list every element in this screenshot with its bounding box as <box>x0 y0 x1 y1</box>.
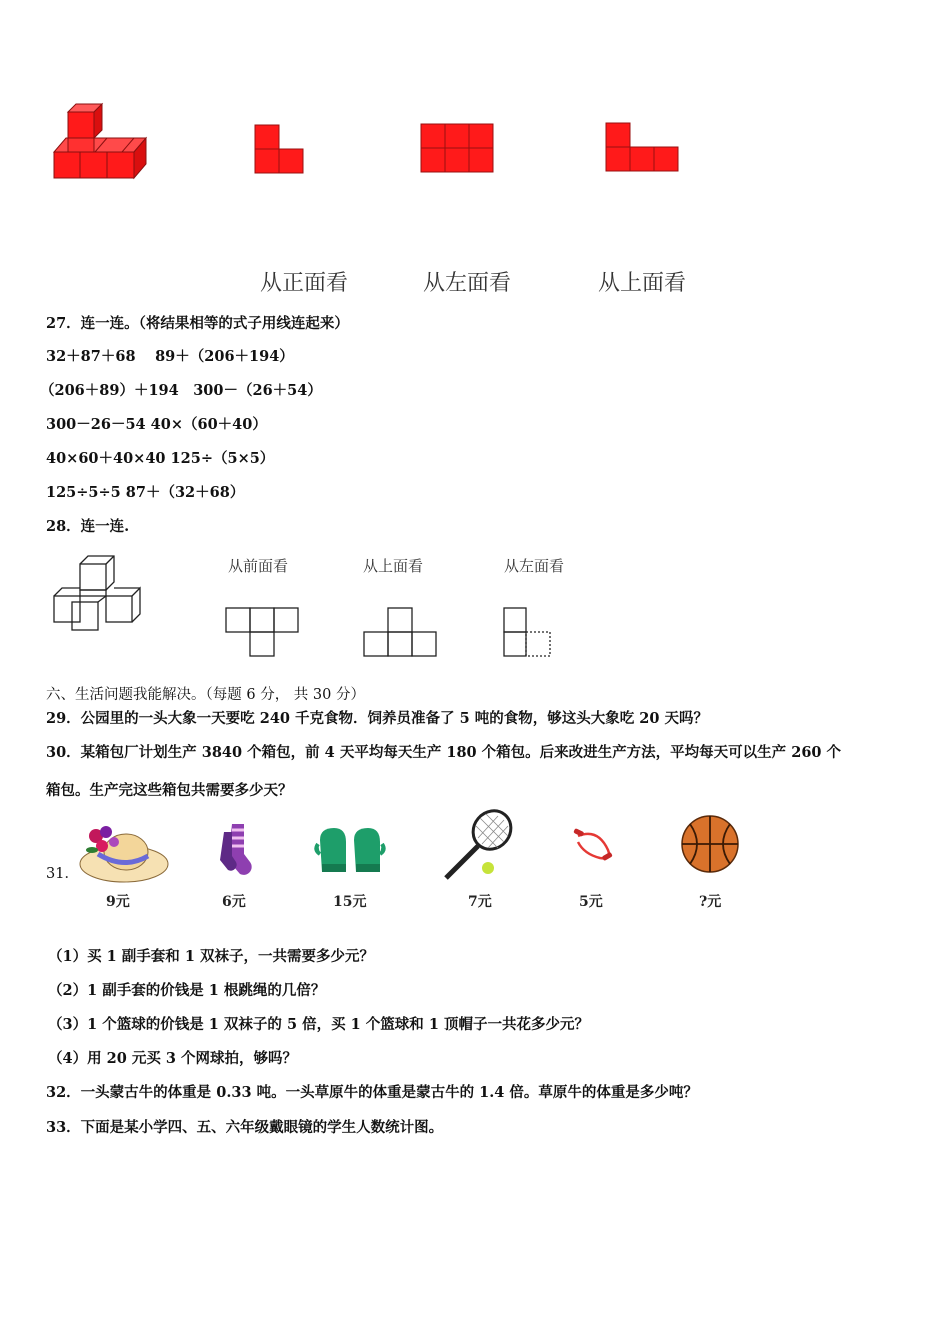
q31-sub-3: （3）1 个篮球的价钱是 1 双袜子的 5 倍，买 1 个篮球和 1 顶帽子一共花多少元？ <box>48 1016 589 1033</box>
q28-left-view-shape <box>503 607 555 659</box>
q27-row-4: 40×60＋40×40 125÷（5×5） <box>46 450 275 467</box>
hat-icon <box>78 818 170 888</box>
price-jump-rope: 5元 <box>579 894 603 910</box>
q32-text: 32．一头蒙古牛的体重是 0.33 吨。一头草原牛的体重是蒙古牛的 1.4 倍。草原牛的体重是多少吨？ <box>46 1084 698 1101</box>
price-gloves: 15元 <box>333 894 367 910</box>
q31-number: 31． <box>46 866 79 882</box>
q33-text: 33．下面是某小学四、五、六年级戴眼镜的学生人数统计图。 <box>46 1119 444 1136</box>
price-hat: 9元 <box>106 894 130 910</box>
q30-line2: 箱包。生产完这些箱包共需要多少天？ <box>46 782 293 799</box>
q27-row-3: 300－26－54 40×（60＋40） <box>46 416 267 433</box>
section6-title: 六、生活问题我能解决。（每题 6 分， 共 30 分） <box>46 687 365 703</box>
q29-text: 29．公园里的一头大象一天要吃 240 千克食物．饲养员准备了 5 吨的食物，够这头大象吃 20 天吗？ <box>46 710 708 727</box>
label-front-view: 从正面看 <box>260 271 349 296</box>
socks-icon <box>218 822 256 878</box>
gloves-icon <box>316 826 384 874</box>
price-basketball: ?元 <box>699 894 722 910</box>
front-view-figure <box>254 124 306 176</box>
price-racket: 7元 <box>468 894 492 910</box>
q31-sub-2: （2）1 副手套的价钱是 1 根跳绳的几倍？ <box>48 982 326 999</box>
q27-title: 27．连一连。（将结果相等的式子用线连起来） <box>46 315 349 332</box>
q28-cube-drawing <box>50 552 150 634</box>
q27-row-2: （206＋89）＋194 300－（26＋54） <box>40 382 322 399</box>
q30-line1: 30．某箱包厂计划生产 3840 个箱包，前 4 天平均每天生产 180 个箱包。后来改进生产方法，平均每天可以生产 260 个 <box>46 744 842 761</box>
cube-solid-figure <box>50 108 155 186</box>
q28-top-view-shape <box>363 607 439 659</box>
top-view-figure <box>605 122 681 174</box>
left-view-figure <box>420 123 496 175</box>
q28-label-left: 从左面看 <box>504 557 565 575</box>
price-socks: 6元 <box>222 894 246 910</box>
label-top-view: 从上面看 <box>598 271 687 296</box>
q27-row-1: 32＋87＋68 89＋（206＋194） <box>46 348 294 365</box>
q31-sub-4: （4）用 20 元买 3 个网球拍，够吗？ <box>48 1050 298 1067</box>
q27-row-5: 125÷5÷5 87＋（32＋68） <box>46 484 245 501</box>
racket-icon <box>442 808 516 882</box>
label-left-view: 从左面看 <box>423 271 512 296</box>
q28-label-front: 从前面看 <box>228 557 289 575</box>
q28-title: 28．连一连. <box>46 518 130 535</box>
jump-rope-icon <box>572 826 616 866</box>
q28-front-view-shape <box>225 607 301 659</box>
q28-label-top: 从上面看 <box>363 557 424 575</box>
q31-sub-1: （1）买 1 副手套和 1 双袜子，一共需要多少元？ <box>48 948 374 965</box>
basketball-icon <box>680 814 740 874</box>
